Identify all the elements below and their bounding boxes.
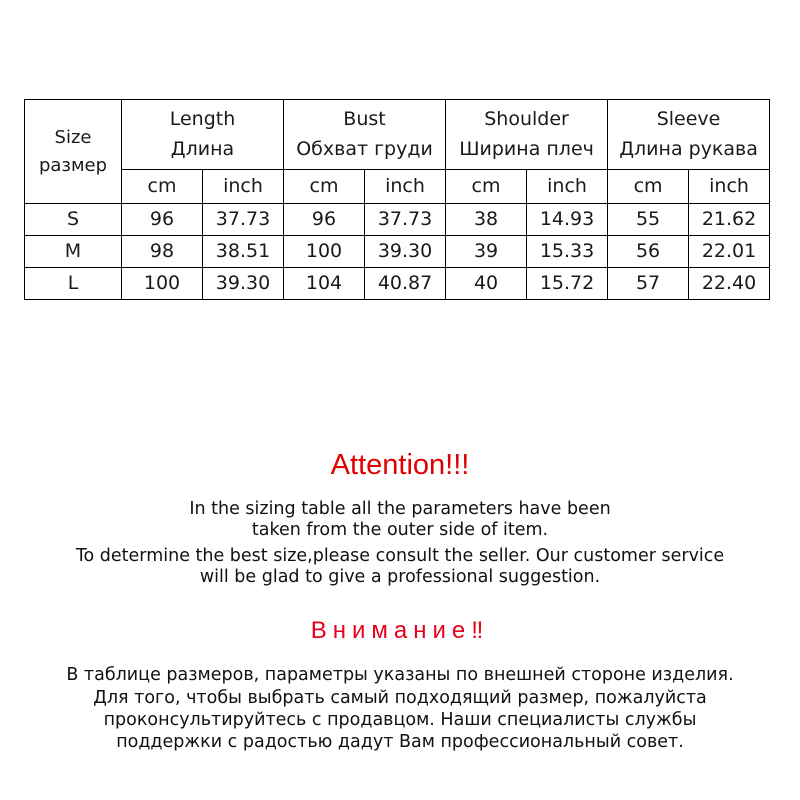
- table-row: [25, 204, 770, 236]
- unit-cell: inch: [365, 170, 446, 204]
- vnimanie-heading: Внимание‼: [310, 617, 490, 644]
- size-header-cell: [25, 100, 122, 204]
- value-cell: 39: [446, 236, 527, 268]
- shoulder-label-en: Shoulder: [484, 108, 569, 131]
- bust-label-ru: Обхват груди: [296, 137, 433, 160]
- unit-cell: cm: [608, 170, 689, 204]
- unit-cell: inch: [527, 170, 608, 204]
- length-header: [122, 100, 284, 170]
- sleeve-header: [608, 100, 770, 170]
- unit-cell: cm: [122, 170, 203, 204]
- unit-cell: cm: [446, 170, 527, 204]
- value-cell: 40: [446, 268, 527, 300]
- size-cell: M: [25, 236, 122, 268]
- notice-ru-line: поддержки с радостью дадут Вам профессиональный совет.: [116, 732, 684, 752]
- shoulder-header: [446, 100, 608, 170]
- length-label-ru: Длина: [170, 137, 235, 160]
- notice-en-line: In the sizing table all the parameters have been: [189, 499, 611, 519]
- value-cell: 37.73: [365, 204, 446, 236]
- notice-en-line: To determine the best size,please consult the seller. Our customer service: [75, 546, 725, 566]
- value-cell: 96: [122, 204, 203, 236]
- value-cell: 15.72: [527, 268, 608, 300]
- unit-cell: inch: [203, 170, 284, 204]
- length-label-en: Length: [169, 108, 236, 131]
- sleeve-label-en: Sleeve: [656, 108, 721, 131]
- size-label-ru: размер: [38, 154, 108, 176]
- value-cell: 39.30: [203, 268, 284, 300]
- value-cell: 100: [284, 236, 365, 268]
- value-cell: 15.33: [527, 236, 608, 268]
- shoulder-label-ru: Ширина плеч: [459, 137, 594, 160]
- unit-cell: cm: [284, 170, 365, 204]
- table-row: [25, 236, 770, 268]
- value-cell: 21.62: [689, 204, 770, 236]
- size-cell: S: [25, 204, 122, 236]
- notice-en-line: will be glad to give a professional suggestion.: [199, 567, 601, 587]
- value-cell: 39.30: [365, 236, 446, 268]
- value-cell: 104: [284, 268, 365, 300]
- header-row-units: [25, 170, 770, 204]
- notice-ru-line: проконсультируйтесь с продавцом. Наши специалисты службы: [103, 710, 697, 730]
- bust-label-en: Bust: [343, 108, 386, 131]
- unit-cell: inch: [689, 170, 770, 204]
- value-cell: 57: [608, 268, 689, 300]
- value-cell: 98: [122, 236, 203, 268]
- value-cell: 38: [446, 204, 527, 236]
- table-row: [25, 268, 770, 300]
- attention-heading: Attention!!!: [330, 449, 470, 481]
- bust-header: [284, 100, 446, 170]
- value-cell: 22.01: [689, 236, 770, 268]
- value-cell: 38.51: [203, 236, 284, 268]
- notice-ru-line: Для того, чтобы выбрать самый подходящий размер, пожалуйста: [93, 688, 707, 708]
- value-cell: 55: [608, 204, 689, 236]
- value-cell: 14.93: [527, 204, 608, 236]
- sleeve-label-ru: Длина рукава: [619, 137, 758, 160]
- size-chart-table: [24, 99, 770, 300]
- size-label-en: Size: [54, 126, 92, 148]
- size-cell: L: [25, 268, 122, 300]
- value-cell: 100: [122, 268, 203, 300]
- notice-ru-line: В таблице размеров, параметры указаны по внешней стороне изделия.: [66, 665, 734, 685]
- value-cell: 56: [608, 236, 689, 268]
- value-cell: 96: [284, 204, 365, 236]
- value-cell: 37.73: [203, 204, 284, 236]
- value-cell: 22.40: [689, 268, 770, 300]
- value-cell: 40.87: [365, 268, 446, 300]
- header-row-groups: [25, 100, 770, 170]
- notice-en-line: taken from the outer side of item.: [251, 520, 549, 540]
